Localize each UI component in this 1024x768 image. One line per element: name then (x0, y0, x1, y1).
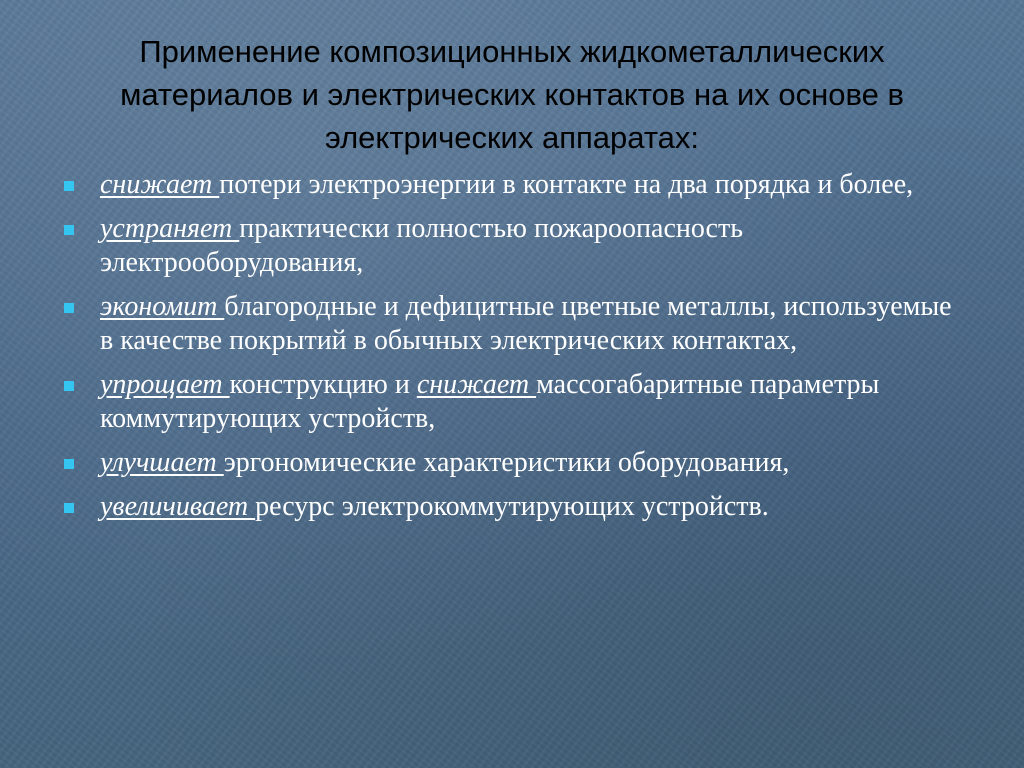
square-bullet-icon (64, 225, 74, 235)
square-bullet-icon (64, 181, 74, 191)
square-bullet-icon (64, 303, 74, 313)
bullet-text: благородные и дефицитные цветные металлы, используемые в качестве покрытий в обычных электрических контактах, (100, 291, 952, 356)
bullet-text: ресурс электрокоммутирующих устройств. (255, 491, 769, 522)
bullet-item (64, 290, 964, 358)
bullet-item (64, 368, 964, 436)
square-bullet-icon (64, 503, 74, 513)
square-bullet-icon (64, 459, 74, 469)
bullet-text: потери электроэнергии в контакте на два порядка и более, (219, 169, 914, 200)
title-line-1: Применение композиционных жидкометаллических (139, 34, 885, 69)
bullet-text: практически полностью пожароопасность электрооборудования, (100, 213, 743, 278)
bullet-text: эргономические характеристики оборудования, (223, 447, 790, 478)
title-line-3: электрических аппаратах: (324, 120, 700, 155)
bullet-keyword: снижает (100, 169, 220, 200)
bullet-item (64, 168, 964, 202)
bullet-item (64, 212, 964, 280)
bullet-text: конструкцию и (229, 369, 417, 400)
bullet-text-2: массогабаритные параметры коммутирующих устройств, (100, 369, 880, 434)
bullet-keyword: упрощает (100, 369, 230, 400)
square-bullet-icon (64, 381, 74, 391)
bullet-item (64, 446, 964, 480)
bullet-keyword: улучшает (100, 447, 224, 478)
bullet-keyword: устраняет (100, 213, 240, 244)
title-line-2: материалов и электрических контактов на их основе в (120, 77, 904, 112)
bullet-list (64, 168, 964, 534)
bullet-keyword: экономит (100, 291, 225, 322)
bullet-keyword-2: снижает (416, 369, 537, 400)
bullet-item (64, 490, 964, 524)
bullet-keyword: увеличивает (100, 491, 256, 522)
slide-title (60, 30, 964, 159)
